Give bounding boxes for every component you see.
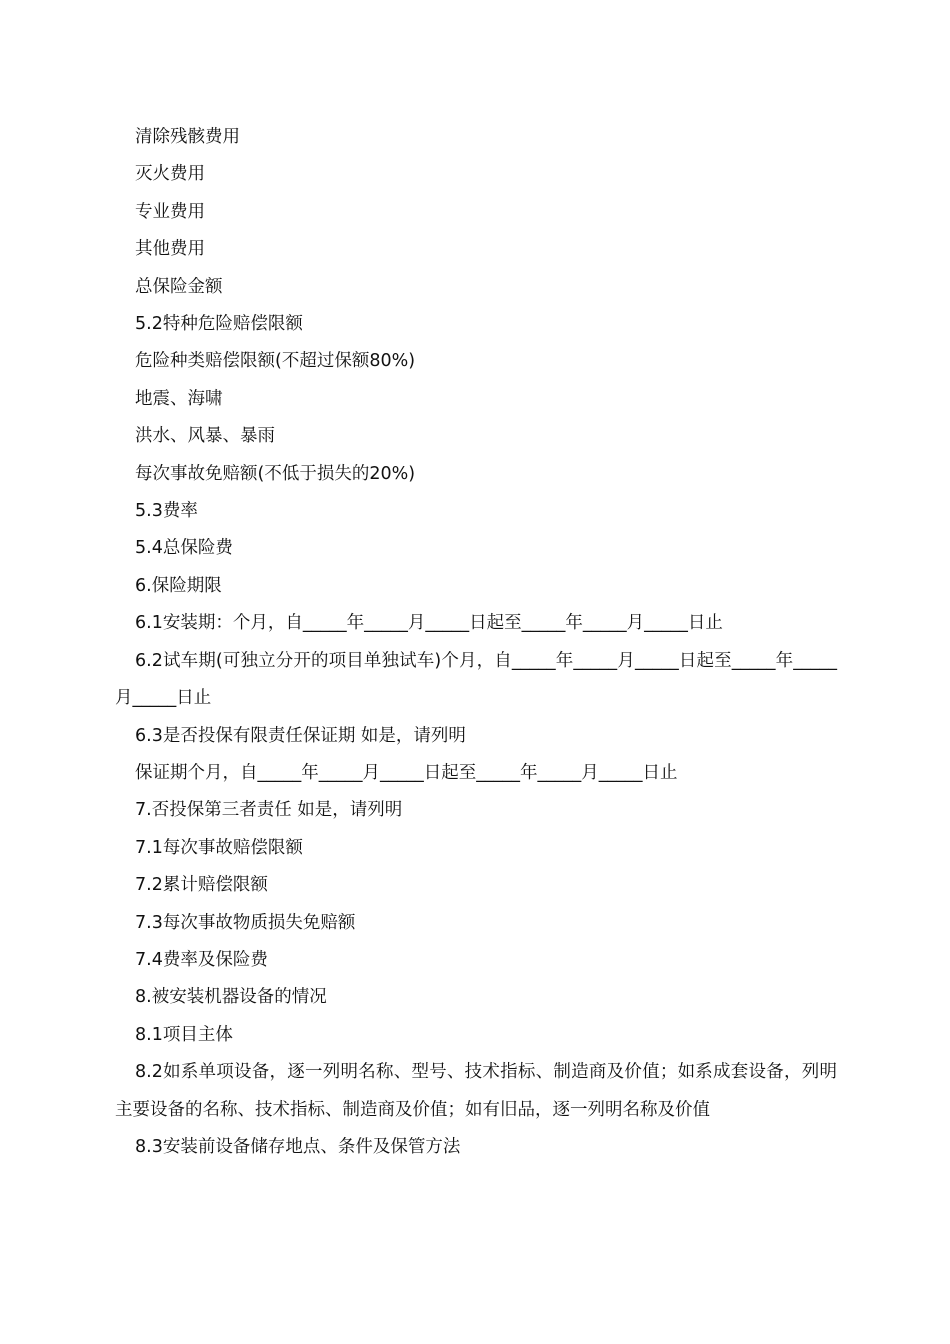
text-line: 地震、海啸: [135, 388, 223, 409]
section-heading: 5.3费率: [135, 501, 198, 522]
section-heading: 5.4总保险费: [135, 538, 233, 559]
section-heading: 7.2累计赔偿限额: [135, 875, 268, 896]
section-heading: 8.3安装前设备储存地点、条件及保管方法: [135, 1136, 461, 1157]
section-heading: 8.被安装机器设备的情况: [135, 987, 327, 1008]
text-line: 总保险金额: [135, 276, 223, 297]
text-line: 危险种类赔偿限额(不超过保额80%): [135, 351, 416, 372]
text-line: 洪水、风暴、暴雨: [135, 426, 275, 447]
section-heading: 6.保险期限: [135, 575, 222, 596]
section-heading: 7.4费率及保险费: [135, 949, 268, 970]
document-body: [115, 119, 837, 1166]
section-heading: 7.否投保第三者责任 如是，请列明: [135, 800, 403, 821]
section-heading: 6.3是否投保有限责任保证期 如是，请列明: [135, 725, 466, 746]
section-heading: 6.1安装期：个月，自_____年_____月_____日起至_____年_____月_____日止: [135, 613, 723, 634]
text-line: 灭火费用: [135, 164, 205, 185]
section-heading: 5.2特种危险赔偿限额: [135, 314, 303, 335]
text-line: 保证期个月，自_____年_____月_____日起至_____年_____月_____日止: [135, 762, 678, 783]
text-line: 每次事故免赔额(不低于损失的20%): [135, 463, 416, 484]
section-paragraph: 8.2如系单项设备，逐一列明名称、型号、技术指标、制造商及价值；如系成套设备，列明主要设备的名称、技术指标、制造商及价值；如有旧品，逐一列明名称及价值: [115, 1062, 837, 1120]
section-heading: 7.3每次事故物质损失免赔额: [135, 912, 356, 933]
text-line: 专业费用: [135, 201, 205, 222]
section-heading: 7.1每次事故赔偿限额: [135, 837, 303, 858]
section-paragraph: 6.2试车期(可独立分开的项目单独试车)个月，自_____年_____月_____日起至_____年_____月_____日止: [115, 650, 837, 709]
section-heading: 8.1项目主体: [135, 1024, 233, 1045]
text-line: 清除残骸费用: [135, 127, 240, 147]
text-line: 其他费用: [135, 239, 205, 260]
